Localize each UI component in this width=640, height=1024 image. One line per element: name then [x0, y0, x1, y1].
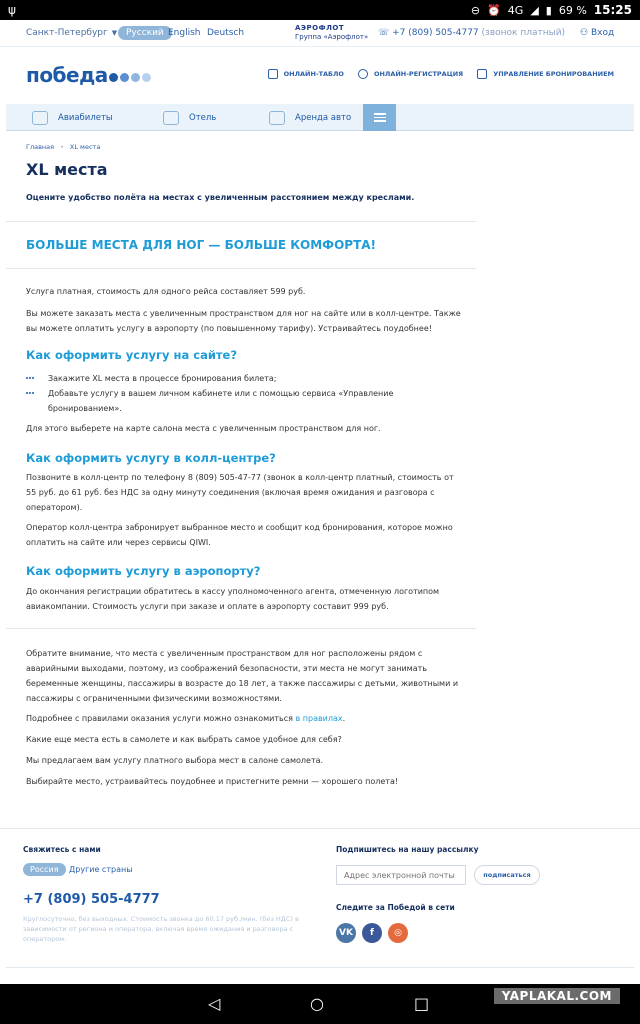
- safety-paragraph: Обратите внимание, что места с увеличенным пространством для ног расположены рядом с аварийными выходами, поэтому, из соображений безопасности, эти места не могут занимать беременные женщины, пассажиры в возрасте до 18 лет, а также пассажиры с детьми, животными и пассажиры с ограниченными физическими возможностями.: [26, 649, 459, 703]
- logo-dots: [109, 73, 151, 82]
- breadcrumb-home[interactable]: Главная: [26, 143, 55, 151]
- online-board-link[interactable]: [268, 69, 344, 79]
- header-links: [268, 69, 614, 79]
- online-board-label: ОНЛАЙН-ТАБЛО: [283, 70, 344, 78]
- operator-paragraph: Оператор колл-центра забронирует выбранное место и сообщит код бронирования, которое можно оплатить на сайте или через сервисы QIWI.: [26, 523, 453, 547]
- car-icon: [269, 111, 285, 125]
- login-label: Вход: [590, 28, 615, 38]
- logo-dot: [131, 73, 140, 82]
- airplane-icon: [32, 111, 48, 125]
- intro-paragraph: Вы можете заказать места с увеличенным пространством для ног на сайте или в колл-центре. Также вы можете оплатить услугу в аэропорту (по повышенному тарифу). Устраивайтесь поудобнее!: [26, 309, 461, 333]
- chevron-down-icon: ▼: [111, 29, 118, 37]
- rules-paragraph: Подробнее с правилами оказания услуги можно ознакомиться в правилах.: [26, 714, 346, 723]
- battery-icon: ▮: [545, 3, 552, 17]
- promo-heading: БОЛЬШЕ МЕСТА ДЛЯ НОГ — БОЛЬШЕ КОМФОРТА!: [26, 238, 377, 252]
- check-icon: [358, 69, 368, 79]
- section-heading-site: Как оформить услугу на сайте?: [26, 348, 238, 362]
- network-label: 4G: [507, 3, 524, 17]
- closing-paragraph: Выбирайте место, устраивайтесь поудобнее и пристегните ремни — хорошего полета!: [26, 777, 399, 786]
- facebook-icon[interactable]: f: [362, 923, 382, 943]
- divider: [6, 628, 476, 629]
- menu-icon: [374, 113, 386, 115]
- airport-paragraph: До окончания регистрации обратитесь в кассу уполномоченного агента, отмеченную логотипом авиакомпании. Стоимость услуги при заказе и оплате в аэропорту составит 999 руб.: [26, 587, 440, 611]
- logo-dot: [109, 73, 118, 82]
- clock: 15:25: [593, 3, 632, 17]
- top-phone[interactable]: [378, 28, 565, 38]
- nav-car-rental[interactable]: [269, 104, 351, 131]
- aeroflot-group-label: Группа «Аэрофлот»: [295, 33, 369, 41]
- list-item-text: Добавьте услугу в вашем личном кабинете или с помощью сервиса «Управление бронированием».: [48, 389, 394, 413]
- manage-booking-link[interactable]: [477, 69, 614, 79]
- main-nav: [6, 104, 634, 131]
- bullet-icon: [26, 392, 34, 394]
- usb-icon: ψ: [8, 3, 16, 17]
- top-phone-number: +7 (809) 505-4777: [392, 28, 479, 38]
- watermark: YAPLAKAL.COM: [494, 988, 620, 1004]
- status-bar: [0, 0, 640, 20]
- nav-hotel-label: Отель: [189, 112, 217, 123]
- hamburger-menu-button[interactable]: [363, 104, 396, 131]
- divider: [6, 967, 634, 968]
- list-item: [26, 386, 466, 416]
- section-heading-airport: Как оформить услугу в аэропорту?: [26, 564, 261, 578]
- aeroflot-name: АЭРОФЛОТ: [295, 24, 345, 32]
- instagram-icon[interactable]: ◎: [388, 923, 408, 943]
- breadcrumb: Главная • XL места: [26, 143, 101, 151]
- vk-icon[interactable]: VK: [336, 923, 356, 943]
- nav-car-rental-label: Аренда авто: [295, 112, 352, 123]
- email-field[interactable]: [336, 865, 466, 885]
- bullet-icon: [26, 377, 34, 379]
- newsletter-heading: Подпишитесь на нашу рассылку: [336, 845, 479, 854]
- login-link[interactable]: [580, 28, 614, 38]
- hotel-icon: [163, 111, 179, 125]
- country-russia-button[interactable]: Россия: [23, 863, 66, 876]
- online-checkin-link[interactable]: [358, 69, 463, 79]
- city-label: Санкт-Петербург: [26, 28, 108, 38]
- list-item: [26, 371, 466, 386]
- question-paragraph: Какие еще места есть в самолете и как выбрать самое удобное для себя?: [26, 735, 342, 744]
- divider: [6, 221, 476, 222]
- nav-flights[interactable]: [32, 104, 113, 131]
- recents-icon[interactable]: □: [414, 994, 430, 1013]
- city-selector[interactable]: [26, 28, 117, 38]
- price-paragraph: Услуга платная, стоимость для одного рейса составляет 599 руб.: [26, 287, 306, 296]
- lang-de-link[interactable]: Deutsch: [207, 28, 245, 38]
- battery-level: 69 %: [558, 3, 587, 17]
- dnd-icon: ⊖: [470, 3, 481, 17]
- contact-heading: Свяжитесь с нами: [23, 845, 101, 854]
- home-icon[interactable]: ○: [310, 994, 324, 1013]
- user-icon: ⚇: [580, 28, 591, 38]
- logo-dot: [120, 73, 129, 82]
- back-icon[interactable]: ◁: [208, 994, 221, 1013]
- lang-en-link[interactable]: English: [168, 28, 201, 38]
- site-header: [0, 46, 640, 104]
- manage-booking-label: УПРАВЛЕНИЕ БРОНИРОВАНИЕМ: [493, 70, 614, 78]
- monitor-icon: [268, 69, 278, 79]
- alarm-icon: ⏰: [487, 3, 501, 17]
- social-heading: Следите за Победой в сети: [336, 903, 455, 912]
- nav-flights-label: Авиабилеты: [58, 112, 113, 123]
- divider: [6, 268, 476, 269]
- phone-icon: ☏: [378, 28, 393, 38]
- page-subtitle: Оцените удобство полёта на местах с увеличенным расстоянием между креслами.: [26, 193, 415, 202]
- subscribe-button[interactable]: подписаться: [474, 865, 540, 885]
- other-countries-link[interactable]: Другие страны: [69, 865, 133, 874]
- signal-icon: ◢: [530, 3, 539, 17]
- pobeda-logo[interactable]: победа: [26, 63, 108, 87]
- aeroflot-group-logo[interactable]: [295, 24, 368, 42]
- breadcrumb-current[interactable]: XL места: [69, 143, 101, 151]
- top-utility-bar: [0, 20, 640, 46]
- lang-ru-button[interactable]: Русский: [118, 26, 172, 40]
- footer-phone[interactable]: +7 (809) 505-4777: [23, 892, 160, 907]
- online-checkin-label: ОНЛАЙН-РЕГИСТРАЦИЯ: [373, 70, 464, 78]
- page-title: XL места: [26, 160, 108, 179]
- call-center-paragraph: Позвоните в колл-центр по телефону 8 (809) 505-47-77 (звонок в колл-центр платный, стоимость от 55 руб. до 61 руб. без НДС за одну минуту соединения (включая время ожидания и разговора с оператором).: [26, 473, 454, 512]
- rules-link[interactable]: в правилах: [295, 714, 343, 723]
- list-item-text: Закажите XL места в процессе бронирования билета;: [48, 374, 277, 383]
- booking-icon: [477, 69, 487, 79]
- rules-text: Подробнее с правилами оказания услуги можно ознакомиться: [26, 714, 296, 723]
- top-phone-note: (звонок платный): [481, 28, 566, 38]
- nav-hotel[interactable]: [163, 104, 216, 131]
- site-note-paragraph: Для этого выберете на карте салона места с увеличенным пространством для ног.: [26, 424, 381, 433]
- offer-paragraph: Мы предлагаем вам услугу платного выбора мест в салоне самолета.: [26, 756, 324, 765]
- logo-dot: [142, 73, 151, 82]
- section-heading-call-center: Как оформить услугу в колл-центре?: [26, 451, 276, 465]
- footer-phone-note: Круглосуточно, без выходных. Стоимость звонка до 60.17 руб./мин. (без НДС) в зависимости от региона и оператора, включая время ожидания и разговора с оператором.: [23, 915, 299, 943]
